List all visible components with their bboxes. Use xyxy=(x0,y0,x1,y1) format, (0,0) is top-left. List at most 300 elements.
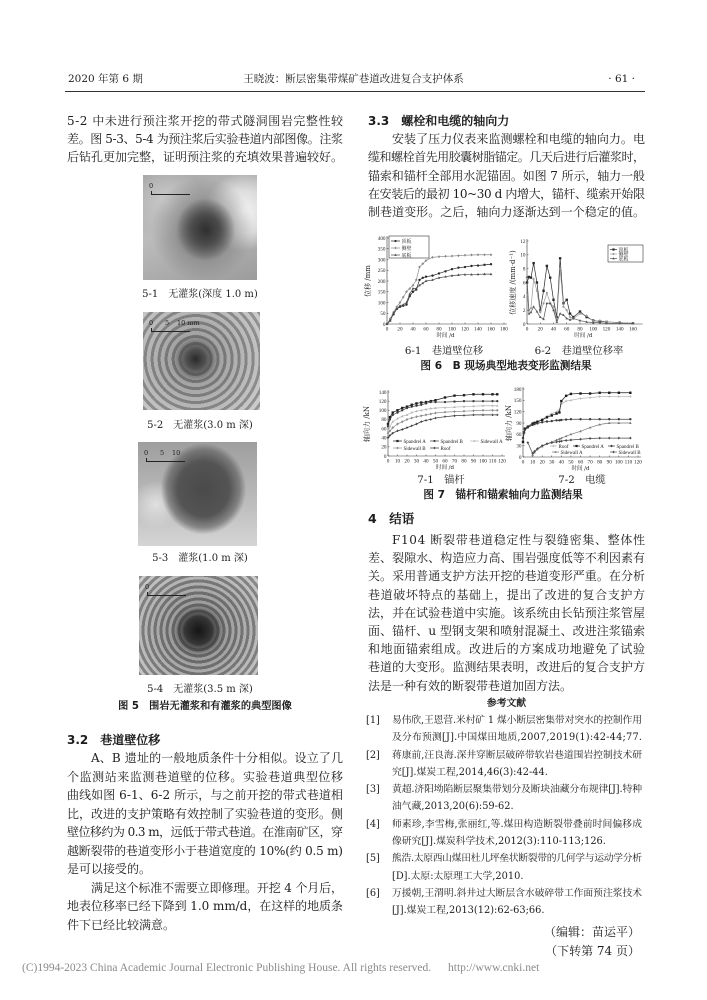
y-tick-label: 180 xyxy=(513,386,522,393)
text-line xyxy=(368,130,645,148)
data-point xyxy=(608,437,611,440)
data-point xyxy=(546,291,549,294)
y-tick-label: 12 xyxy=(520,238,526,245)
data-point xyxy=(589,396,591,398)
reference-text xyxy=(392,816,642,851)
data-point xyxy=(491,400,493,402)
data-point xyxy=(558,440,561,443)
text-line-content: 及分布预测[J].中国煤田地质,2007,2019(1):42-44;77. xyxy=(392,732,643,744)
text-line-content: 巷道破坏特点的基础上，提出了改进的复合支护方 xyxy=(368,587,646,602)
data-point xyxy=(472,393,474,395)
data-point xyxy=(415,423,417,425)
data-point xyxy=(541,421,543,423)
data-point xyxy=(546,442,549,445)
reference-item xyxy=(366,885,646,920)
data-point xyxy=(555,412,557,414)
data-point xyxy=(401,420,404,423)
scale-bar-line xyxy=(147,592,186,596)
data-point xyxy=(415,415,418,418)
x-tick-label: 80 xyxy=(597,459,603,466)
data-point xyxy=(420,404,422,406)
text-line-content: 熊浩.太原西山煤田杜儿坪垒状断裂带的几何学与运动学分析 xyxy=(392,853,642,865)
text-line-content: 法是一种有效的断裂带巷道加固方法。 xyxy=(368,678,573,693)
y-tick-label: 400 xyxy=(377,235,386,242)
series-line xyxy=(387,255,491,324)
reference-item xyxy=(366,850,646,885)
y-tick-label: 100 xyxy=(378,408,387,415)
data-point xyxy=(472,414,474,416)
text-line xyxy=(392,885,642,902)
chart-7-1-bolt-axial-force xyxy=(358,384,510,474)
data-point xyxy=(541,419,543,421)
chart-6-1-wall-displacement xyxy=(358,228,510,344)
data-point xyxy=(559,312,562,314)
text-line-content: 壁位移约为 0.3 m，远低于带式巷道。在淮南矿区，穿 xyxy=(67,825,343,839)
y-tick-label: 10 xyxy=(520,252,526,259)
y-tick-label: 140 xyxy=(378,389,387,396)
legend-marker xyxy=(552,445,554,447)
data-point xyxy=(555,419,557,421)
data-point xyxy=(430,418,432,420)
x-axis-title: 时间 /d xyxy=(435,465,455,471)
x-tick-label: 80 xyxy=(577,326,583,333)
data-point xyxy=(565,395,567,397)
data-point xyxy=(546,420,548,422)
x-tick-label: 50 xyxy=(568,459,574,466)
series-line xyxy=(388,410,497,433)
chart-6-2-displacement-rate xyxy=(508,228,648,344)
data-point xyxy=(470,254,473,257)
scale-label: 0 xyxy=(144,449,149,457)
legend-label: Spandrel B xyxy=(616,444,639,450)
text-line-content: 越断裂带的巷道变形小于巷道宽度的 10%(约 0.5 m) xyxy=(67,843,343,858)
series-line xyxy=(387,274,491,324)
text-line xyxy=(392,712,642,729)
data-point xyxy=(438,255,441,258)
y-tick-label: 0 xyxy=(382,321,386,328)
data-point xyxy=(392,414,394,416)
x-tick-label: 20 xyxy=(537,326,543,333)
scale-bar-line xyxy=(151,191,190,195)
scale-label: 10 mm xyxy=(177,319,200,327)
data-point xyxy=(463,394,465,396)
text-line-content: 是可以接受的。 xyxy=(67,862,152,876)
x-tick-label: 160 xyxy=(629,326,637,333)
text-line xyxy=(368,640,645,658)
y-tick-label: 200 xyxy=(377,278,386,285)
data-point xyxy=(453,394,455,396)
x-tick-label: 90 xyxy=(606,459,612,466)
data-point xyxy=(396,411,398,413)
data-point xyxy=(415,405,417,407)
y-tick-label: 0 xyxy=(383,453,387,460)
text-line-content: 黄超.济阳坳陷断层聚集带划分及断块油藏分布规律[J].特种 xyxy=(392,784,642,796)
data-point xyxy=(411,405,413,407)
section-heading-3-3: 3.3 螺栓和电缆的轴向力 xyxy=(368,114,510,128)
text-line-content: 满足这个标准不需要立即修理。开挖 4 个月后， xyxy=(91,880,343,895)
data-point xyxy=(608,395,610,397)
text-line-content: 易伟欣,王恩营.米村矿 1 煤小断层密集带对突水的控制作用 xyxy=(392,715,642,726)
data-point xyxy=(470,265,472,267)
legend-entry xyxy=(610,451,641,456)
text-line-content: 地表位移率已经下降到 1.0 mm/d，在这样的地质条 xyxy=(67,899,343,913)
data-point xyxy=(496,393,498,395)
reference-item xyxy=(366,747,646,782)
x-tick-label: 20 xyxy=(404,458,410,465)
x-tick-label: 0 xyxy=(385,326,389,333)
legend-marker xyxy=(612,451,614,454)
chart-caption: 7-1 锚杆 xyxy=(417,474,465,486)
scale-label: 10 xyxy=(172,449,181,457)
x-tick-label: 10 xyxy=(529,459,536,466)
x-tick-label: 60 xyxy=(442,458,448,465)
series-line xyxy=(527,277,633,323)
data-point xyxy=(453,400,455,402)
photo-caption: 5-2 无灌浆(3.0 m 深) xyxy=(147,420,253,431)
x-tick-label: 120 xyxy=(634,459,642,466)
series-3 xyxy=(387,409,499,435)
editor-note: （编辑：苗运平） xyxy=(543,925,640,939)
figure-5-title: 图 5 围岩无灌浆和有灌浆的典型图像 xyxy=(118,701,292,712)
data-point xyxy=(457,254,460,257)
text-line xyxy=(368,586,645,604)
data-point xyxy=(569,316,572,319)
data-point xyxy=(629,418,631,420)
text-line xyxy=(392,764,642,781)
legend-entry xyxy=(470,440,503,445)
data-point xyxy=(431,274,433,276)
data-point xyxy=(411,425,413,427)
series-0 xyxy=(386,263,492,325)
text-line xyxy=(368,531,645,549)
data-point xyxy=(598,437,601,440)
series-1 xyxy=(386,253,493,325)
series-0 xyxy=(387,393,499,425)
legend-entry xyxy=(550,445,569,450)
data-point xyxy=(434,401,436,403)
data-point xyxy=(425,402,427,404)
data-point xyxy=(401,428,403,430)
data-point xyxy=(618,395,620,397)
text-line xyxy=(67,768,343,787)
scale-bar xyxy=(145,584,189,598)
paragraph xyxy=(368,130,645,221)
scale-bar xyxy=(149,319,200,334)
legend-label: Sidewall A xyxy=(560,450,583,456)
data-point xyxy=(629,392,631,394)
y-tick-label: 50 xyxy=(380,311,386,318)
legend-entry xyxy=(430,440,464,445)
data-point xyxy=(464,266,466,268)
data-point xyxy=(570,393,572,395)
data-point xyxy=(405,303,407,305)
x-tick-label: 20 xyxy=(539,459,545,466)
data-point xyxy=(453,415,455,417)
data-point xyxy=(491,414,493,416)
data-point xyxy=(522,441,524,443)
figure-7-title: 图 7 锚杆和锚索轴向力监测结果 xyxy=(423,489,583,501)
data-point xyxy=(396,409,398,411)
legend-entry xyxy=(608,445,640,450)
text-line xyxy=(368,658,645,676)
data-point xyxy=(482,414,484,416)
data-point xyxy=(482,400,484,402)
data-point xyxy=(406,426,408,428)
data-point xyxy=(477,264,479,266)
data-point xyxy=(472,400,474,402)
data-point xyxy=(496,400,498,402)
data-point xyxy=(532,262,534,264)
y-tick-label: 30 xyxy=(516,443,522,450)
y-axis-title: 位移 /mm xyxy=(364,265,372,297)
legend-label: Spandrel A xyxy=(403,439,426,445)
chart-caption: 6-1 巷道壁位移 xyxy=(404,345,484,357)
text-line xyxy=(67,805,343,824)
running-title: 王晓波：断层密集带煤矿巷道改进复合支护体系 xyxy=(243,73,464,85)
data-point xyxy=(482,393,484,395)
data-point xyxy=(570,439,573,442)
x-tick-label: 80 xyxy=(436,326,442,333)
reference-number: [4] xyxy=(366,818,380,830)
data-point xyxy=(429,413,432,416)
data-point xyxy=(542,302,545,305)
header-rule xyxy=(65,91,645,92)
text-line xyxy=(392,781,642,798)
x-tick-label: 100 xyxy=(589,326,598,333)
data-point xyxy=(598,395,600,397)
series-0 xyxy=(522,395,632,445)
data-point xyxy=(444,396,446,398)
data-point xyxy=(482,409,485,412)
reference-list xyxy=(366,712,646,920)
text-line xyxy=(67,879,343,898)
text-line xyxy=(368,167,645,185)
legend-label: 侧壁 xyxy=(401,246,412,252)
data-point xyxy=(496,409,499,412)
y-tick-label: 150 xyxy=(377,289,386,296)
data-point xyxy=(444,270,446,272)
y-tick-label: 120 xyxy=(378,398,387,405)
data-point xyxy=(491,393,493,395)
x-axis-title: 时间 /d xyxy=(436,333,455,339)
text-line-content: 法，并在试验巷道中实施。该系统由长钻预注浆管屋 xyxy=(368,605,646,620)
x-axis-title: 时间 /d xyxy=(571,466,590,472)
data-point xyxy=(472,409,475,412)
series-2 xyxy=(387,404,499,432)
x-tick-label: 100 xyxy=(479,458,487,465)
x-tick-label: 40 xyxy=(550,326,557,333)
paragraph xyxy=(368,531,645,695)
data-point xyxy=(579,438,582,441)
text-line-content: 制巷道变形。之后，轴向力逐渐达到一个稳定的值。 xyxy=(368,205,646,220)
x-tick-label: 70 xyxy=(587,459,593,466)
data-point xyxy=(420,421,422,423)
x-tick-label: 40 xyxy=(558,459,564,466)
x-axis-title: 时间 /d xyxy=(574,333,593,339)
continued-note: （下转第 74 页） xyxy=(545,944,640,958)
text-line-content: 比，改进的支护策略有效控制了实验巷道的变形。侧 xyxy=(67,806,343,821)
data-point xyxy=(389,418,391,420)
text-line xyxy=(368,203,645,221)
reference-number: [5] xyxy=(366,853,380,865)
section-heading-3-2: 3.2 巷道壁位移 xyxy=(67,733,161,747)
data-point xyxy=(464,254,467,257)
text-line-content: 件下已经比较满意。 xyxy=(67,917,176,932)
legend-label: 底板 xyxy=(618,257,629,263)
reference-text xyxy=(392,712,642,747)
legend-entry xyxy=(552,451,583,456)
legend-marker xyxy=(396,447,398,450)
y-tick-label: 40 xyxy=(381,435,387,442)
reference-text xyxy=(392,781,642,816)
data-point xyxy=(551,420,553,422)
data-point xyxy=(412,291,414,293)
text-line xyxy=(392,868,642,885)
x-tick-label: 140 xyxy=(474,326,482,333)
reference-text xyxy=(392,885,642,920)
copyright-footer xyxy=(0,961,707,975)
scale-bar xyxy=(144,450,188,464)
y-tick-label: 250 xyxy=(377,268,386,275)
y-tick-label: 60 xyxy=(516,432,522,439)
data-point xyxy=(560,440,563,443)
series-1 xyxy=(526,267,635,325)
reference-number: [1] xyxy=(366,715,380,726)
text-line xyxy=(368,604,645,622)
data-point xyxy=(579,397,581,399)
y-tick-label: 8 xyxy=(522,266,526,273)
text-line xyxy=(392,729,642,746)
reference-number: [3] xyxy=(366,784,380,796)
text-line xyxy=(368,549,645,567)
x-tick-label: 160 xyxy=(487,326,495,333)
x-tick-label: 60 xyxy=(577,459,584,466)
data-point xyxy=(483,253,486,256)
data-point xyxy=(551,414,553,416)
text-line xyxy=(67,148,343,166)
text-line-content: 究[J].煤炭工程,2014,46(3):42-44. xyxy=(392,766,548,778)
series-line xyxy=(523,419,630,438)
legend-label: Roof xyxy=(440,446,451,452)
data-point xyxy=(569,312,571,314)
data-point xyxy=(396,430,398,432)
scale-label: 0 xyxy=(145,583,150,591)
data-point xyxy=(546,265,548,267)
series-1 xyxy=(387,400,499,428)
x-tick-label: 100 xyxy=(614,459,623,466)
x-tick-label: 20 xyxy=(397,326,403,333)
y-tick-label: 120 xyxy=(513,409,522,416)
data-point xyxy=(546,416,548,418)
data-point xyxy=(438,272,440,274)
data-point xyxy=(598,418,600,420)
text-line-content: F104 断裂带巷道稳定性与裂缝密集、整体性 xyxy=(392,533,646,547)
photo-caption: 5-3 灌浆(1.0 m 深) xyxy=(152,553,248,564)
x-tick-label: 0 xyxy=(521,459,525,466)
x-tick-label: 180 xyxy=(500,326,508,333)
x-tick-label: 40 xyxy=(410,326,416,333)
data-point xyxy=(618,392,620,394)
series-line xyxy=(523,393,630,442)
data-point xyxy=(589,437,592,440)
text-line-content: 在安装后的最初 10~30 d 内增大，锚杆、缆索开始限 xyxy=(368,186,645,201)
data-point xyxy=(526,441,529,444)
y-tick-label: 80 xyxy=(381,417,387,424)
data-point xyxy=(532,278,535,281)
data-point xyxy=(522,437,524,439)
legend-marker xyxy=(610,445,612,447)
data-point xyxy=(401,409,403,411)
data-point xyxy=(434,412,437,415)
text-line-content: 巷道的大变形。监测结果表明，改进后的复合支护方 xyxy=(368,660,646,675)
data-point xyxy=(410,417,413,420)
y-tick-label: 20 xyxy=(381,444,387,451)
data-point xyxy=(425,419,427,421)
text-line xyxy=(368,567,645,585)
y-tick-label: 150 xyxy=(513,398,522,405)
text-line xyxy=(392,902,642,919)
text-line xyxy=(67,786,343,805)
reference-item xyxy=(366,781,646,816)
y-tick-label: 90 xyxy=(516,420,522,427)
text-line-content: 曲线如图 6-1、6-2 所示，与之前开挖的带式巷道相 xyxy=(67,788,344,802)
text-line-content: 缆和螺栓首先用胶囊树脂锚定。几天后进行后灌浆时， xyxy=(368,150,645,165)
data-point xyxy=(542,290,544,292)
text-line-content: 万援朝,王渭明.斜井过大断层含水破碎带工作面预注浆技术 xyxy=(392,887,642,899)
text-line-content: 面、锚杆、u 型钢支架和喷射混凝土、改进注浆锚索 xyxy=(368,624,646,639)
legend-marker xyxy=(394,240,396,242)
data-point xyxy=(530,311,533,313)
chart-caption: 6-2 巷道壁位移率 xyxy=(534,345,624,357)
text-line-content: 和地面锚索组成。改进后的方案成功地避免了试验 xyxy=(368,642,646,657)
data-point xyxy=(420,401,422,403)
issue-label: 2020 年第 6 期 xyxy=(68,73,143,85)
x-tick-label: 110 xyxy=(624,459,633,466)
data-point xyxy=(483,264,485,266)
x-tick-label: 80 xyxy=(461,458,467,465)
data-point xyxy=(566,299,568,301)
legend-label: Spandrel A xyxy=(581,444,604,450)
text-line xyxy=(392,850,642,867)
data-point xyxy=(558,411,560,413)
legend-entry xyxy=(393,447,426,452)
data-point xyxy=(532,305,535,307)
section-3-2-body xyxy=(67,749,343,934)
y-tick-label: 350 xyxy=(377,246,386,253)
text-line-content: [D].太原:太原理工大学,2010. xyxy=(392,870,524,882)
data-point xyxy=(477,253,480,256)
photo-caption: 5-4 无灌浆(3.5 m 深) xyxy=(147,684,253,695)
legend-label: Roof xyxy=(558,444,569,450)
series-line xyxy=(388,415,497,438)
data-point xyxy=(565,439,568,442)
references-heading: 参考文献 xyxy=(486,698,527,709)
data-point xyxy=(430,401,432,403)
legend-label: 顶板 xyxy=(401,239,412,245)
scale-bar-line xyxy=(146,458,185,462)
legend-entry xyxy=(573,445,604,450)
x-tick-label: 70 xyxy=(451,458,458,465)
data-point xyxy=(422,277,424,279)
x-tick-label: 30 xyxy=(413,458,420,465)
text-line xyxy=(67,112,343,130)
data-point xyxy=(415,402,417,404)
y-tick-label: 4 xyxy=(522,294,526,301)
x-tick-label: 90 xyxy=(470,458,477,465)
x-tick-label: 60 xyxy=(564,326,570,333)
data-point xyxy=(444,415,446,417)
scale-label: 5 xyxy=(160,449,165,457)
